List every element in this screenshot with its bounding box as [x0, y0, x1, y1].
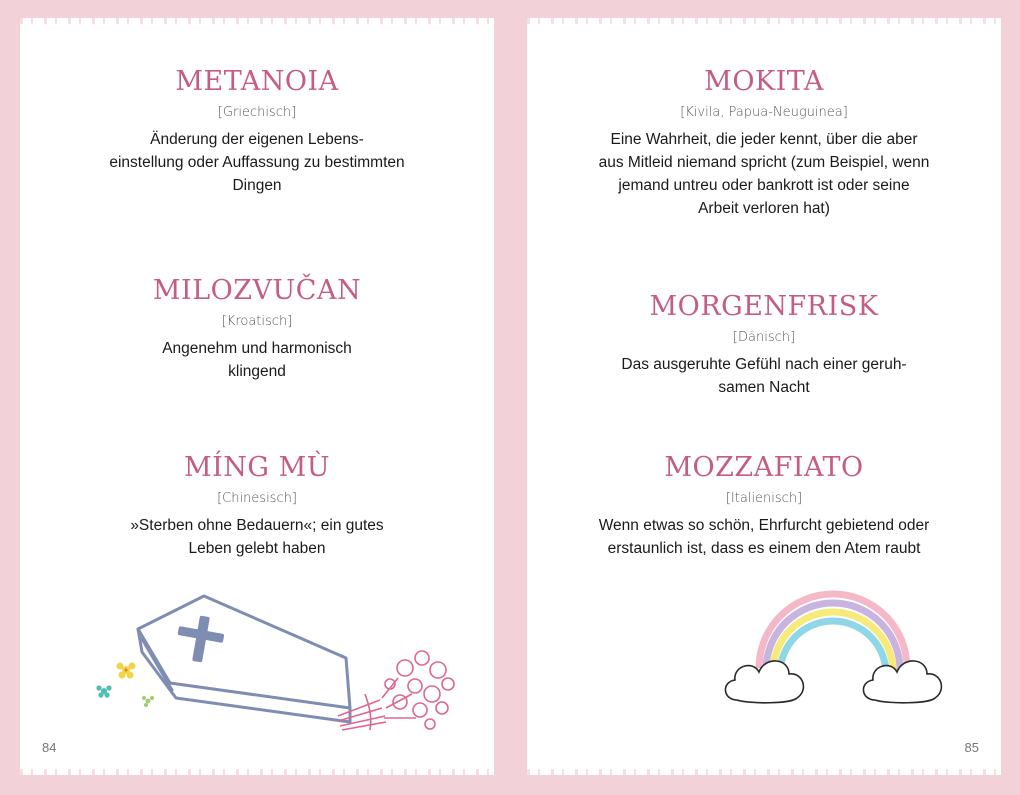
rainbow-illustration-icon	[527, 18, 1001, 775]
definition-line: Eine Wahrheit, die jeder kennt, über die aber	[610, 131, 918, 148]
page-number: 84	[42, 740, 57, 755]
entry-language: [Dänisch]	[732, 330, 796, 345]
entry-language: [Italienisch]	[725, 491, 803, 506]
entry-language: [Kroatisch]	[221, 314, 293, 329]
definition-line: aus Mitleid niemand spricht (zum Beispiel, wenn	[598, 154, 930, 171]
definition-line: Arbeit verloren hat)	[698, 200, 830, 217]
page-number: 85	[964, 740, 979, 755]
definition-line: einstellung oder Auffassung zu bestimmten	[109, 154, 405, 171]
entry-word: MORGENFRISK	[649, 291, 879, 322]
entry-word: METANOIA	[175, 66, 339, 97]
definition-line: Angenehm und harmonisch	[162, 340, 352, 357]
left-page	[20, 18, 494, 775]
definition-line: »Sterben ohne Bedauern«; ein gutes	[130, 517, 384, 534]
entry-language: [Chinesisch]	[217, 491, 297, 506]
definition-line: Wenn etwas so schön, Ehrfurcht gebietend oder	[598, 517, 930, 534]
definition-line: klingend	[228, 363, 286, 380]
definition-line: Dingen	[232, 177, 282, 194]
definition-line: Das ausgeruhte Gefühl nach einer geruh-	[621, 356, 907, 373]
entry-word: MOKITA	[704, 66, 824, 97]
entry-word: MÍNG MÙ	[184, 452, 330, 483]
definition-line: Leben gelebt haben	[188, 540, 326, 557]
entry-word: MOZZAFIATO	[664, 452, 864, 483]
entry-language: [Kivila, Papua-Neuguinea]	[680, 105, 848, 120]
definition-line: erstaunlich ist, dass es einem den Atem raubt	[607, 540, 921, 557]
right-page	[527, 18, 1001, 775]
definition-line: Änderung der eigenen Lebens-	[150, 131, 364, 148]
definition-line: jemand untreu oder bankrott ist oder seine	[618, 177, 910, 194]
entry-word: MILOZVUČAN	[152, 275, 362, 306]
definition-line: samen Nacht	[718, 379, 810, 396]
coffin-illustration-icon	[20, 18, 494, 775]
entry-language: [Griechisch]	[217, 105, 297, 120]
